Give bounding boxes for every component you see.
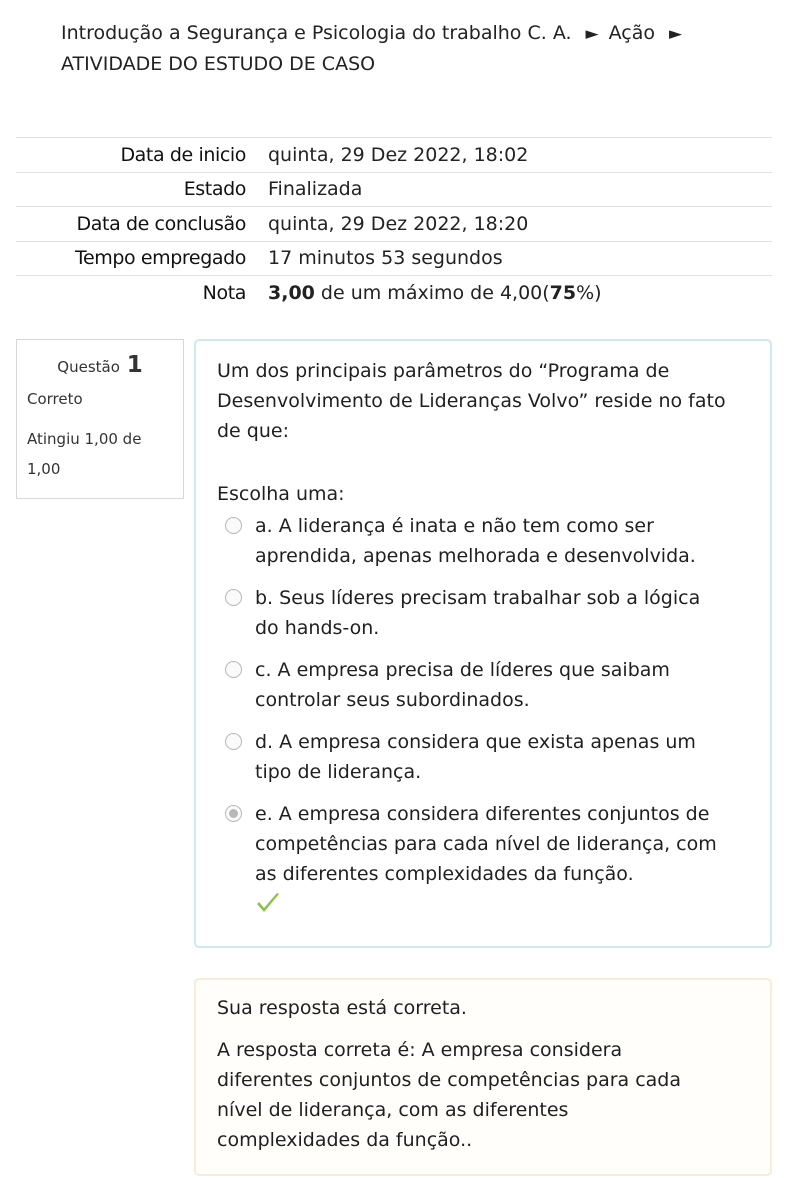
- radio-button[interactable]: [225, 517, 242, 534]
- question-grade: Atingiu 1,00 de 1,00: [27, 430, 142, 478]
- summary-value: 17 minutos 53 segundos: [268, 247, 503, 270]
- summary-label: Tempo empregado: [74, 247, 246, 270]
- specific-feedback: Sua resposta está correta.: [217, 997, 467, 1019]
- triangle-right-icon: ►: [585, 24, 599, 44]
- breadcrumb-activity-link[interactable]: ATIVIDADE DO ESTUDO DE CASO: [61, 53, 376, 75]
- answer-option-label: e. A empresa considera diferentes conjuntos de competências para cada nível de liderança, com as diferentes complexidades da função.: [255, 803, 717, 885]
- answer-prompt: Escolha uma:: [217, 483, 345, 505]
- summary-row-grade: [16, 276, 772, 311]
- summary-value: [256, 276, 772, 311]
- feedback-box: [194, 978, 772, 1176]
- question-formulation: [194, 339, 772, 948]
- answer-option-c[interactable]: [217, 655, 725, 715]
- answer-option-label: b. Seus líderes precisam trabalhar sob a lógica do hands-on.: [255, 587, 701, 639]
- grade-middle: de um máximo de 4,00(: [314, 282, 550, 304]
- grade-suffix: %): [576, 282, 602, 304]
- summary-row-time-taken: [16, 241, 772, 276]
- answer-options: [217, 511, 748, 924]
- summary-row-finished: [16, 207, 772, 242]
- question-text: Um dos principais parâmetros do “Programa de Desenvolvimento de Lideranças Volvo” reside no fato de que:: [217, 360, 726, 442]
- summary-label: Nota: [202, 282, 246, 304]
- question-state: Correto: [27, 390, 83, 408]
- summary-label: Data de inicio: [120, 143, 246, 166]
- answer-option-d[interactable]: [217, 727, 725, 787]
- attempt-summary-table: [16, 137, 772, 310]
- right-answer: A resposta correta é: A empresa considera diferentes conjuntos de competências para cada nível de liderança, com as diferentes complexidades da função..: [217, 1039, 682, 1151]
- answer-option-a[interactable]: [217, 511, 725, 571]
- summary-value: quinta, 29 Dez 2022, 18:02: [268, 143, 529, 166]
- answer-option-label: c. A empresa precisa de líderes que saibam controlar seus subordinados.: [255, 659, 670, 711]
- summary-label: Data de conclusão: [76, 212, 246, 235]
- summary-value: Finalizada: [268, 178, 363, 201]
- radio-button-selected[interactable]: [225, 805, 242, 822]
- breadcrumb-section-link[interactable]: Ação: [608, 22, 655, 44]
- answer-option-e[interactable]: [217, 799, 725, 924]
- grade-percent: 75: [549, 282, 577, 304]
- check-icon: [255, 891, 725, 924]
- radio-button[interactable]: [225, 589, 242, 606]
- question-info-box: [16, 339, 184, 499]
- answer-option-label: a. A liderança é inata e não tem como ser aprendida, apenas melhorada e desenvolvida.: [255, 515, 696, 567]
- answer-option-label: d. A empresa considera que exista apenas um tipo de liderança.: [255, 731, 696, 783]
- summary-row-state: [16, 172, 772, 207]
- breadcrumb: [61, 18, 721, 79]
- triangle-right-icon: ►: [669, 24, 683, 44]
- summary-label: Estado: [183, 178, 246, 201]
- answer-option-b[interactable]: [217, 583, 725, 643]
- question-number: [27, 352, 173, 378]
- question-label: Questão: [57, 358, 120, 376]
- radio-button[interactable]: [225, 733, 242, 750]
- grade-score: 3,00: [268, 282, 315, 304]
- summary-value: quinta, 29 Dez 2022, 18:20: [268, 212, 529, 235]
- radio-button[interactable]: [225, 661, 242, 678]
- breadcrumb-course-link[interactable]: Introdução a Segurança e Psicologia do trabalho C. A.: [61, 22, 572, 44]
- question-number-value: 1: [126, 352, 143, 378]
- summary-row-start: [16, 138, 772, 173]
